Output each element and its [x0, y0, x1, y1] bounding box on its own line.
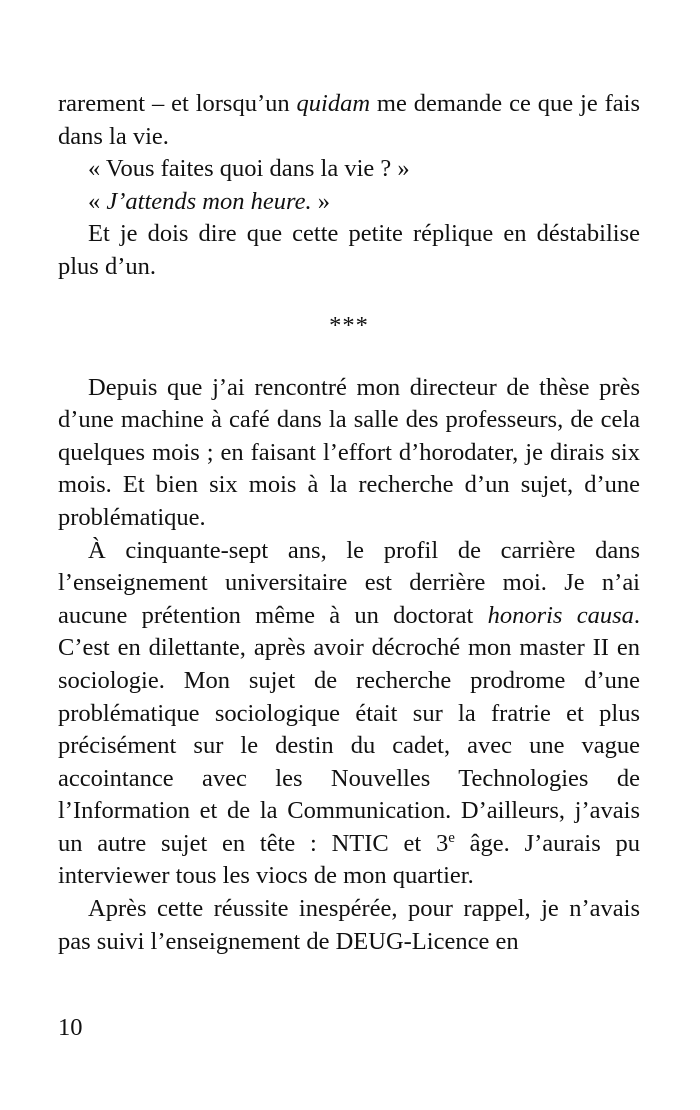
text-span: . C’est en dilettante, après avoir décroché mon master II en sociologie. Mon sujet de recherche prodrome d’une problématique sociologique était sur la fratrie et plus précisément sur le destin du cadet, avec une vague accointance avec les Nouvelles Technologies de l’Information et de la Communication. D’ailleurs, j’avais un autre sujet en tête : NTIC et 3: [58, 601, 640, 857]
dialogue-question: « Vous faites quoi dans la vie ? »: [88, 155, 410, 183]
text-span: me demande ce que je fais dans la vie.: [58, 90, 640, 150]
paragraph-remark: Et je dois dire que cette petite réplique en déstabilise plus d’un.: [58, 220, 640, 280]
paragraph-continuation: [58, 88, 640, 153]
dialogue-answer: [58, 186, 640, 219]
italic-term: quidam: [296, 90, 371, 117]
paragraph-director: Depuis que j’ai rencontré mon directeur de thèse près d’une machine à café dans la salle des professeurs, de cela quelques mois ; en faisant l’effort d’horodater, je dirais six mois. Et bien six mois à la recherche d’un sujet, d’une problématique.: [58, 373, 640, 531]
quote-close: »: [311, 187, 330, 215]
page-number: 10: [58, 1014, 83, 1041]
text-span: À cinquante-sept ans, le profil de carrière dans l’enseignement universitaire est derrière moi. Je n’ai aucune prétention même à un doctorat: [58, 536, 640, 629]
paragraph-success: Après cette réussite inespérée, pour rappel, je n’avais pas suivi l’enseignement de DEUG-Licence en: [58, 895, 640, 955]
italic-reply: J’attends mon heure.: [106, 187, 312, 215]
text-span: rarement – et lorsqu’un: [58, 90, 297, 117]
page-body: [58, 88, 640, 958]
text-span: âge. J’aurais pu interviewer tous les viocs de mon quartier.: [58, 829, 640, 890]
paragraph-career: [58, 535, 640, 894]
superscript: e: [448, 829, 455, 846]
quote-open: «: [88, 187, 107, 215]
italic-term: honoris causa: [487, 601, 634, 629]
section-separator: ***: [329, 311, 369, 339]
